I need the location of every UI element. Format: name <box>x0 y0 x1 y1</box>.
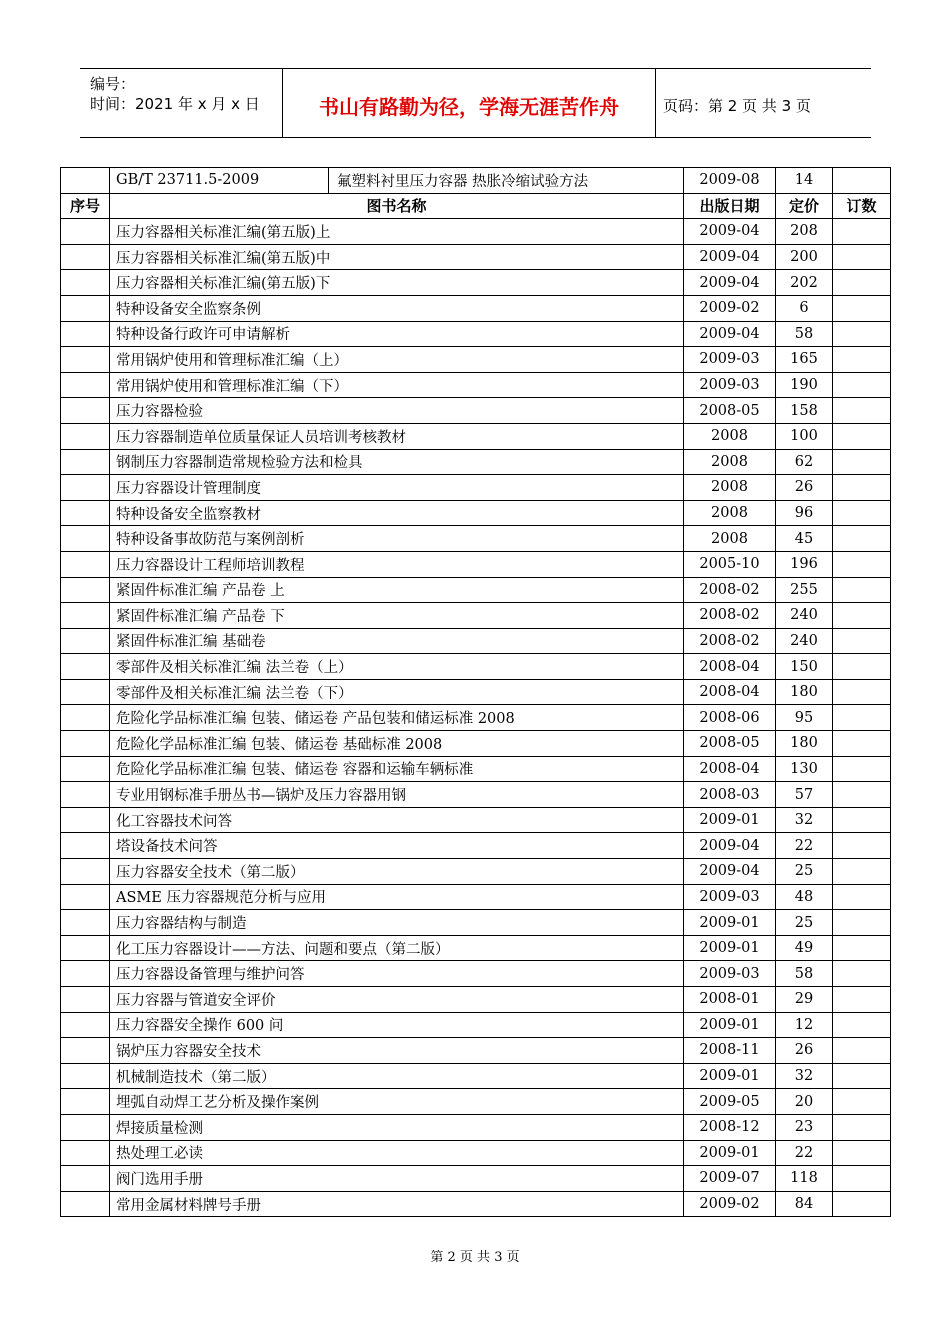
date-cell: 2009-08 <box>684 168 776 194</box>
seq-cell <box>61 295 110 321</box>
qty-cell <box>833 551 891 577</box>
table-row <box>61 756 891 782</box>
date-cell: 2008 <box>684 449 776 475</box>
price-cell: 45 <box>776 526 833 552</box>
col-qty-header: 订数 <box>833 193 891 219</box>
table-row <box>61 679 891 705</box>
table-row <box>61 1140 891 1166</box>
price-cell: 158 <box>776 398 833 424</box>
seq-cell <box>61 270 110 296</box>
table-row <box>61 961 891 987</box>
qty-cell <box>833 347 891 373</box>
book-name-cell: 零部件及相关标准汇编 法兰卷（上） <box>110 654 684 680</box>
price-cell: 180 <box>776 731 833 757</box>
date-cell: 2009-03 <box>684 961 776 987</box>
book-name-cell: 化工压力容器设计——方法、问题和要点（第二版） <box>110 935 684 961</box>
book-name-cell: 常用锅炉使用和管理标准汇编（下） <box>110 372 684 398</box>
date-cell: 2008 <box>684 500 776 526</box>
price-cell: 26 <box>776 1038 833 1064</box>
date-cell: 2009-01 <box>684 1140 776 1166</box>
qty-cell <box>833 500 891 526</box>
date-cell: 2009-03 <box>684 884 776 910</box>
seq-cell <box>61 423 110 449</box>
seq-cell <box>61 961 110 987</box>
book-name-cell: 压力容器相关标准汇编(第五版)中 <box>110 244 684 270</box>
qty-cell <box>833 270 891 296</box>
col-name-header: 图书名称 <box>110 193 684 219</box>
date-cell: 2008 <box>684 423 776 449</box>
qty-cell <box>833 1191 891 1217</box>
seq-cell <box>61 219 110 245</box>
price-cell: 14 <box>776 168 833 194</box>
date-cell: 2009-04 <box>684 833 776 859</box>
table-row <box>61 295 891 321</box>
table-row <box>61 551 891 577</box>
table-row <box>61 987 891 1013</box>
date-cell: 2008-05 <box>684 398 776 424</box>
book-table <box>60 167 891 1217</box>
seq-cell <box>61 244 110 270</box>
qty-cell <box>833 961 891 987</box>
col-date-header: 出版日期 <box>684 193 776 219</box>
price-cell: 196 <box>776 551 833 577</box>
table-row <box>61 168 891 194</box>
date-cell: 2008-02 <box>684 628 776 654</box>
number-label: 编号： <box>90 75 136 93</box>
date-cell: 2008-02 <box>684 577 776 603</box>
seq-cell <box>61 1089 110 1115</box>
date-cell: 2009-02 <box>684 1191 776 1217</box>
date-cell: 2008-06 <box>684 705 776 731</box>
book-name-cell: 专业用钢标准手册丛书—锅炉及压力容器用钢 <box>110 782 684 808</box>
qty-cell <box>833 859 891 885</box>
seq-cell <box>61 1038 110 1064</box>
seq-cell <box>61 859 110 885</box>
standard-title: 氟塑料衬里压力容器 热胀冷缩试验方法 <box>337 173 589 190</box>
table-row <box>61 935 891 961</box>
table-row <box>61 1012 891 1038</box>
table-row <box>61 654 891 680</box>
table-row <box>61 910 891 936</box>
qty-cell <box>833 628 891 654</box>
qty-cell <box>833 654 891 680</box>
qty-cell <box>833 731 891 757</box>
table-row <box>61 347 891 373</box>
date-cell: 2008 <box>684 475 776 501</box>
document-header <box>80 68 871 138</box>
qty-cell <box>833 449 891 475</box>
table-row <box>61 372 891 398</box>
price-cell: 58 <box>776 321 833 347</box>
seq-cell <box>61 884 110 910</box>
date-cell: 2009-01 <box>684 910 776 936</box>
price-cell: 240 <box>776 628 833 654</box>
qty-cell <box>833 987 891 1013</box>
qty-cell <box>833 1063 891 1089</box>
table-row <box>61 423 891 449</box>
date-cell: 2005-10 <box>684 551 776 577</box>
book-name-cell: 压力容器设计工程师培训教程 <box>110 551 684 577</box>
price-cell: 208 <box>776 219 833 245</box>
seq-cell <box>61 603 110 629</box>
table-row <box>61 526 891 552</box>
book-name-cell: 压力容器相关标准汇编(第五版)上 <box>110 219 684 245</box>
price-cell: 100 <box>776 423 833 449</box>
price-cell: 49 <box>776 935 833 961</box>
seq-cell <box>61 347 110 373</box>
seq-cell <box>61 526 110 552</box>
seq-cell <box>61 1012 110 1038</box>
book-name-cell: 热处理工必读 <box>110 1140 684 1166</box>
standard-code: GB/T 23711.5-2009 <box>110 168 329 193</box>
table-row <box>61 1038 891 1064</box>
seq-cell <box>61 731 110 757</box>
seq-cell <box>61 321 110 347</box>
price-cell: 190 <box>776 372 833 398</box>
date-cell: 2009-01 <box>684 1063 776 1089</box>
price-cell: 84 <box>776 1191 833 1217</box>
table-row <box>61 859 891 885</box>
qty-cell <box>833 577 891 603</box>
table-row <box>61 577 891 603</box>
price-cell: 200 <box>776 244 833 270</box>
table-row <box>61 244 891 270</box>
table-row <box>61 807 891 833</box>
date-cell: 2008-03 <box>684 782 776 808</box>
book-name-cell: 紧固件标准汇编 产品卷 上 <box>110 577 684 603</box>
price-cell: 58 <box>776 961 833 987</box>
date-cell: 2009-01 <box>684 807 776 833</box>
qty-cell <box>833 244 891 270</box>
qty-cell <box>833 782 891 808</box>
price-cell: 96 <box>776 500 833 526</box>
seq-cell <box>61 705 110 731</box>
price-cell: 95 <box>776 705 833 731</box>
qty-cell <box>833 219 891 245</box>
seq-cell <box>61 1191 110 1217</box>
price-cell: 25 <box>776 910 833 936</box>
book-name-cell: 压力容器结构与制造 <box>110 910 684 936</box>
price-cell: 6 <box>776 295 833 321</box>
table-row <box>61 449 891 475</box>
date-cell: 2008-04 <box>684 679 776 705</box>
price-cell: 118 <box>776 1166 833 1192</box>
book-name-cell: 压力容器相关标准汇编(第五版)下 <box>110 270 684 296</box>
price-cell: 20 <box>776 1089 833 1115</box>
date-cell: 2009-04 <box>684 321 776 347</box>
date-cell: 2008-02 <box>684 603 776 629</box>
seq-cell <box>61 449 110 475</box>
price-cell: 57 <box>776 782 833 808</box>
table-row <box>61 603 891 629</box>
qty-cell <box>833 679 891 705</box>
book-name-cell: 危险化学品标准汇编 包装、储运卷 产品包装和储运标准 2008 <box>110 705 684 731</box>
qty-cell <box>833 603 891 629</box>
date-cell: 2009-04 <box>684 219 776 245</box>
book-name-cell: 压力容器检验 <box>110 398 684 424</box>
seq-cell <box>61 398 110 424</box>
motto: 书山有路勤为径，学海无涯苦作舟 <box>319 95 619 119</box>
book-name-cell: 钢制压力容器制造常规检验方法和检具 <box>110 449 684 475</box>
table-row <box>61 500 891 526</box>
seq-cell <box>61 1063 110 1089</box>
price-cell: 150 <box>776 654 833 680</box>
table-row <box>61 705 891 731</box>
price-cell: 12 <box>776 1012 833 1038</box>
book-name-cell: 常用金属材料牌号手册 <box>110 1191 684 1217</box>
header-motto-cell <box>282 69 656 137</box>
price-cell: 62 <box>776 449 833 475</box>
qty-cell <box>833 833 891 859</box>
qty-cell <box>833 756 891 782</box>
table-row <box>61 1089 891 1115</box>
date-cell: 2008-01 <box>684 987 776 1013</box>
book-name-cell: 化工容器技术问答 <box>110 807 684 833</box>
price-cell: 130 <box>776 756 833 782</box>
seq-cell <box>61 756 110 782</box>
table-header-row <box>61 193 891 219</box>
qty-cell <box>833 884 891 910</box>
date-cell: 2008-12 <box>684 1114 776 1140</box>
table-row <box>61 270 891 296</box>
book-name-cell: 压力容器安全技术（第二版） <box>110 859 684 885</box>
price-cell: 22 <box>776 833 833 859</box>
qty-cell <box>833 1166 891 1192</box>
table-row <box>61 398 891 424</box>
table-row <box>61 475 891 501</box>
seq-cell <box>61 500 110 526</box>
qty-cell <box>833 910 891 936</box>
price-cell: 180 <box>776 679 833 705</box>
date-cell: 2009-02 <box>684 295 776 321</box>
date-cell: 2009-03 <box>684 347 776 373</box>
date-cell: 2009-04 <box>684 859 776 885</box>
date-cell: 2009-05 <box>684 1089 776 1115</box>
qty-cell <box>833 168 891 194</box>
table-row <box>61 731 891 757</box>
qty-cell <box>833 1012 891 1038</box>
book-name-cell: 压力容器设备管理与维护问答 <box>110 961 684 987</box>
header-page-cell <box>655 69 871 137</box>
seq-cell <box>61 679 110 705</box>
seq-cell <box>61 782 110 808</box>
book-name-cell: 阀门选用手册 <box>110 1166 684 1192</box>
book-name-cell: 危险化学品标准汇编 包装、储运卷 基础标准 2008 <box>110 731 684 757</box>
seq-cell <box>61 1140 110 1166</box>
qty-cell <box>833 1140 891 1166</box>
book-name-cell: ASME 压力容器规范分析与应用 <box>110 884 684 910</box>
date-cell: 2008-11 <box>684 1038 776 1064</box>
table-row <box>61 628 891 654</box>
date-cell: 2009-04 <box>684 270 776 296</box>
table-row <box>61 321 891 347</box>
qty-cell <box>833 1089 891 1115</box>
date-cell: 2008 <box>684 526 776 552</box>
price-cell: 48 <box>776 884 833 910</box>
price-cell: 32 <box>776 807 833 833</box>
seq-cell <box>61 372 110 398</box>
table-row <box>61 1191 891 1217</box>
date-cell: 2008-05 <box>684 731 776 757</box>
time-label: 时间：2021 年 x 月 x 日 <box>90 95 260 113</box>
seq-cell <box>61 935 110 961</box>
date-cell: 2008-04 <box>684 756 776 782</box>
seq-cell <box>61 577 110 603</box>
price-cell: 32 <box>776 1063 833 1089</box>
book-name-cell: 紧固件标准汇编 基础卷 <box>110 628 684 654</box>
qty-cell <box>833 705 891 731</box>
book-name-cell: 特种设备行政许可申请解析 <box>110 321 684 347</box>
qty-cell <box>833 807 891 833</box>
book-name-cell: 危险化学品标准汇编 包装、储运卷 容器和运输车辆标准 <box>110 756 684 782</box>
book-name-cell: 特种设备安全监察条例 <box>110 295 684 321</box>
book-name-cell: 塔设备技术问答 <box>110 833 684 859</box>
book-name-cell: 紧固件标准汇编 产品卷 下 <box>110 603 684 629</box>
qty-cell <box>833 398 891 424</box>
date-cell: 2009-01 <box>684 1012 776 1038</box>
table-row <box>61 884 891 910</box>
price-cell: 29 <box>776 987 833 1013</box>
page-footer: 第 2 页 共 3 页 <box>430 1250 520 1265</box>
table-row <box>61 1166 891 1192</box>
price-cell: 165 <box>776 347 833 373</box>
book-name-cell: 压力容器与管道安全评价 <box>110 987 684 1013</box>
qty-cell <box>833 1114 891 1140</box>
qty-cell <box>833 475 891 501</box>
price-cell: 23 <box>776 1114 833 1140</box>
col-seq-header: 序号 <box>61 193 110 219</box>
col-price-header: 定价 <box>776 193 833 219</box>
price-cell: 202 <box>776 270 833 296</box>
book-name-cell: 特种设备事故防范与案例剖析 <box>110 526 684 552</box>
seq-cell <box>61 628 110 654</box>
seq-cell <box>61 807 110 833</box>
book-name-cell: 焊接质量检测 <box>110 1114 684 1140</box>
price-cell: 25 <box>776 859 833 885</box>
book-name-cell: 埋弧自动焊工艺分析及操作案例 <box>110 1089 684 1115</box>
price-cell: 255 <box>776 577 833 603</box>
book-name-cell: 机械制造技术（第二版） <box>110 1063 684 1089</box>
seq-cell <box>61 987 110 1013</box>
date-cell: 2009-04 <box>684 244 776 270</box>
qty-cell <box>833 1038 891 1064</box>
book-name-cell: 零部件及相关标准汇编 法兰卷（下） <box>110 679 684 705</box>
book-name-cell: 压力容器安全操作 600 问 <box>110 1012 684 1038</box>
table-row <box>61 1063 891 1089</box>
seq-cell <box>61 475 110 501</box>
date-cell: 2008-04 <box>684 654 776 680</box>
book-name-cell: 压力容器设计管理制度 <box>110 475 684 501</box>
table-row <box>61 219 891 245</box>
table-row <box>61 833 891 859</box>
book-name-cell: 锅炉压力容器安全技术 <box>110 1038 684 1064</box>
book-name-cell: 常用锅炉使用和管理标准汇编（上） <box>110 347 684 373</box>
table-row <box>61 1114 891 1140</box>
seq-cell <box>61 1166 110 1192</box>
table-row <box>61 782 891 808</box>
price-cell: 22 <box>776 1140 833 1166</box>
seq-cell <box>61 833 110 859</box>
seq-cell <box>61 168 110 194</box>
seq-cell <box>61 654 110 680</box>
date-cell: 2009-01 <box>684 935 776 961</box>
price-cell: 240 <box>776 603 833 629</box>
qty-cell <box>833 372 891 398</box>
book-name-cell: 压力容器制造单位质量保证人员培训考核教材 <box>110 423 684 449</box>
qty-cell <box>833 935 891 961</box>
price-cell: 26 <box>776 475 833 501</box>
book-name-cell: 特种设备安全监察教材 <box>110 500 684 526</box>
header-meta-cell <box>80 69 282 137</box>
qty-cell <box>833 295 891 321</box>
qty-cell <box>833 321 891 347</box>
page-label: 页码：第 2 页 共 3 页 <box>663 97 811 115</box>
seq-cell <box>61 1114 110 1140</box>
qty-cell <box>833 423 891 449</box>
seq-cell <box>61 551 110 577</box>
date-cell: 2009-03 <box>684 372 776 398</box>
seq-cell <box>61 910 110 936</box>
date-cell: 2009-07 <box>684 1166 776 1192</box>
qty-cell <box>833 526 891 552</box>
standard-cell <box>110 168 684 194</box>
